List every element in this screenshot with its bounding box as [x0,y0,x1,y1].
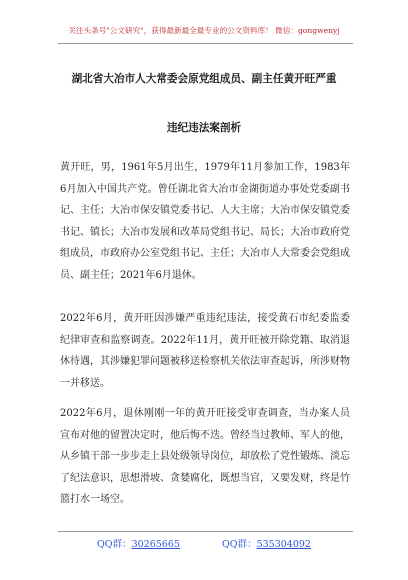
header-notice: 关注头条号"公文研究"，获得最新最全最专业的公文资料库！ 微信：gongwenyj [68,26,340,35]
footer-divider [58,531,353,532]
qq-group-2-number[interactable]: 535304092 [256,539,311,550]
document-title-line-1: 湖北省大冶市人大常委会原党组成员、副主任黄开旺严重 [71,73,337,85]
qq-group-1-label: QQ群： [97,539,132,550]
body-paragraph-1: 黄开旺，男，1961年5月出生，1979年11月参加工作，1983年6月加入中国共产党。曾任湖北省大冶市金湖街道办事处党委副书记、主任；大冶市保安镇党委书记、人大主席；大冶市保安镇党委书记、镇长；大冶市发展和改革局党组书记、局长；大冶市政府党组成员，市政府办公室党组书记、主任；大冶市人大常委会党组成员、副主任；2021年6月退休。 [60,162,350,281]
qq-group-1 [97,536,180,550]
qq-group-2-label: QQ群： [222,539,257,550]
qq-group-1-number[interactable]: 30265665 [131,539,180,550]
footer-contact [0,536,408,550]
qq-group-2 [222,536,311,550]
body-paragraph-3: 2022年6月，退休刚刚一年的黄开旺接受审查调查，当办案人员宣布对他的留置决定时，他后悔不迭。曾经当过教师、军人的他，从乡镇干部一步步走上县处级领导岗位，却放松了党性锻炼、淡忘了纪法意识，思想滑坡、贪婪腐化，既想当官，又要发财，终是竹篮打水一场空。 [60,408,350,506]
header-divider [58,43,353,44]
body-paragraph-2: 2022年6月，黄开旺因涉嫌严重违纪违法，接受黄石市纪委监委纪律审查和监察调查。2022年11月，黄开旺被开除党籍、取消退休待遇，其涉嫌犯罪问题被移送检察机关依法审查起诉，所涉财物一并移送。 [60,313,350,389]
document-title-line-2: 违纪违法案剖析 [166,122,242,134]
